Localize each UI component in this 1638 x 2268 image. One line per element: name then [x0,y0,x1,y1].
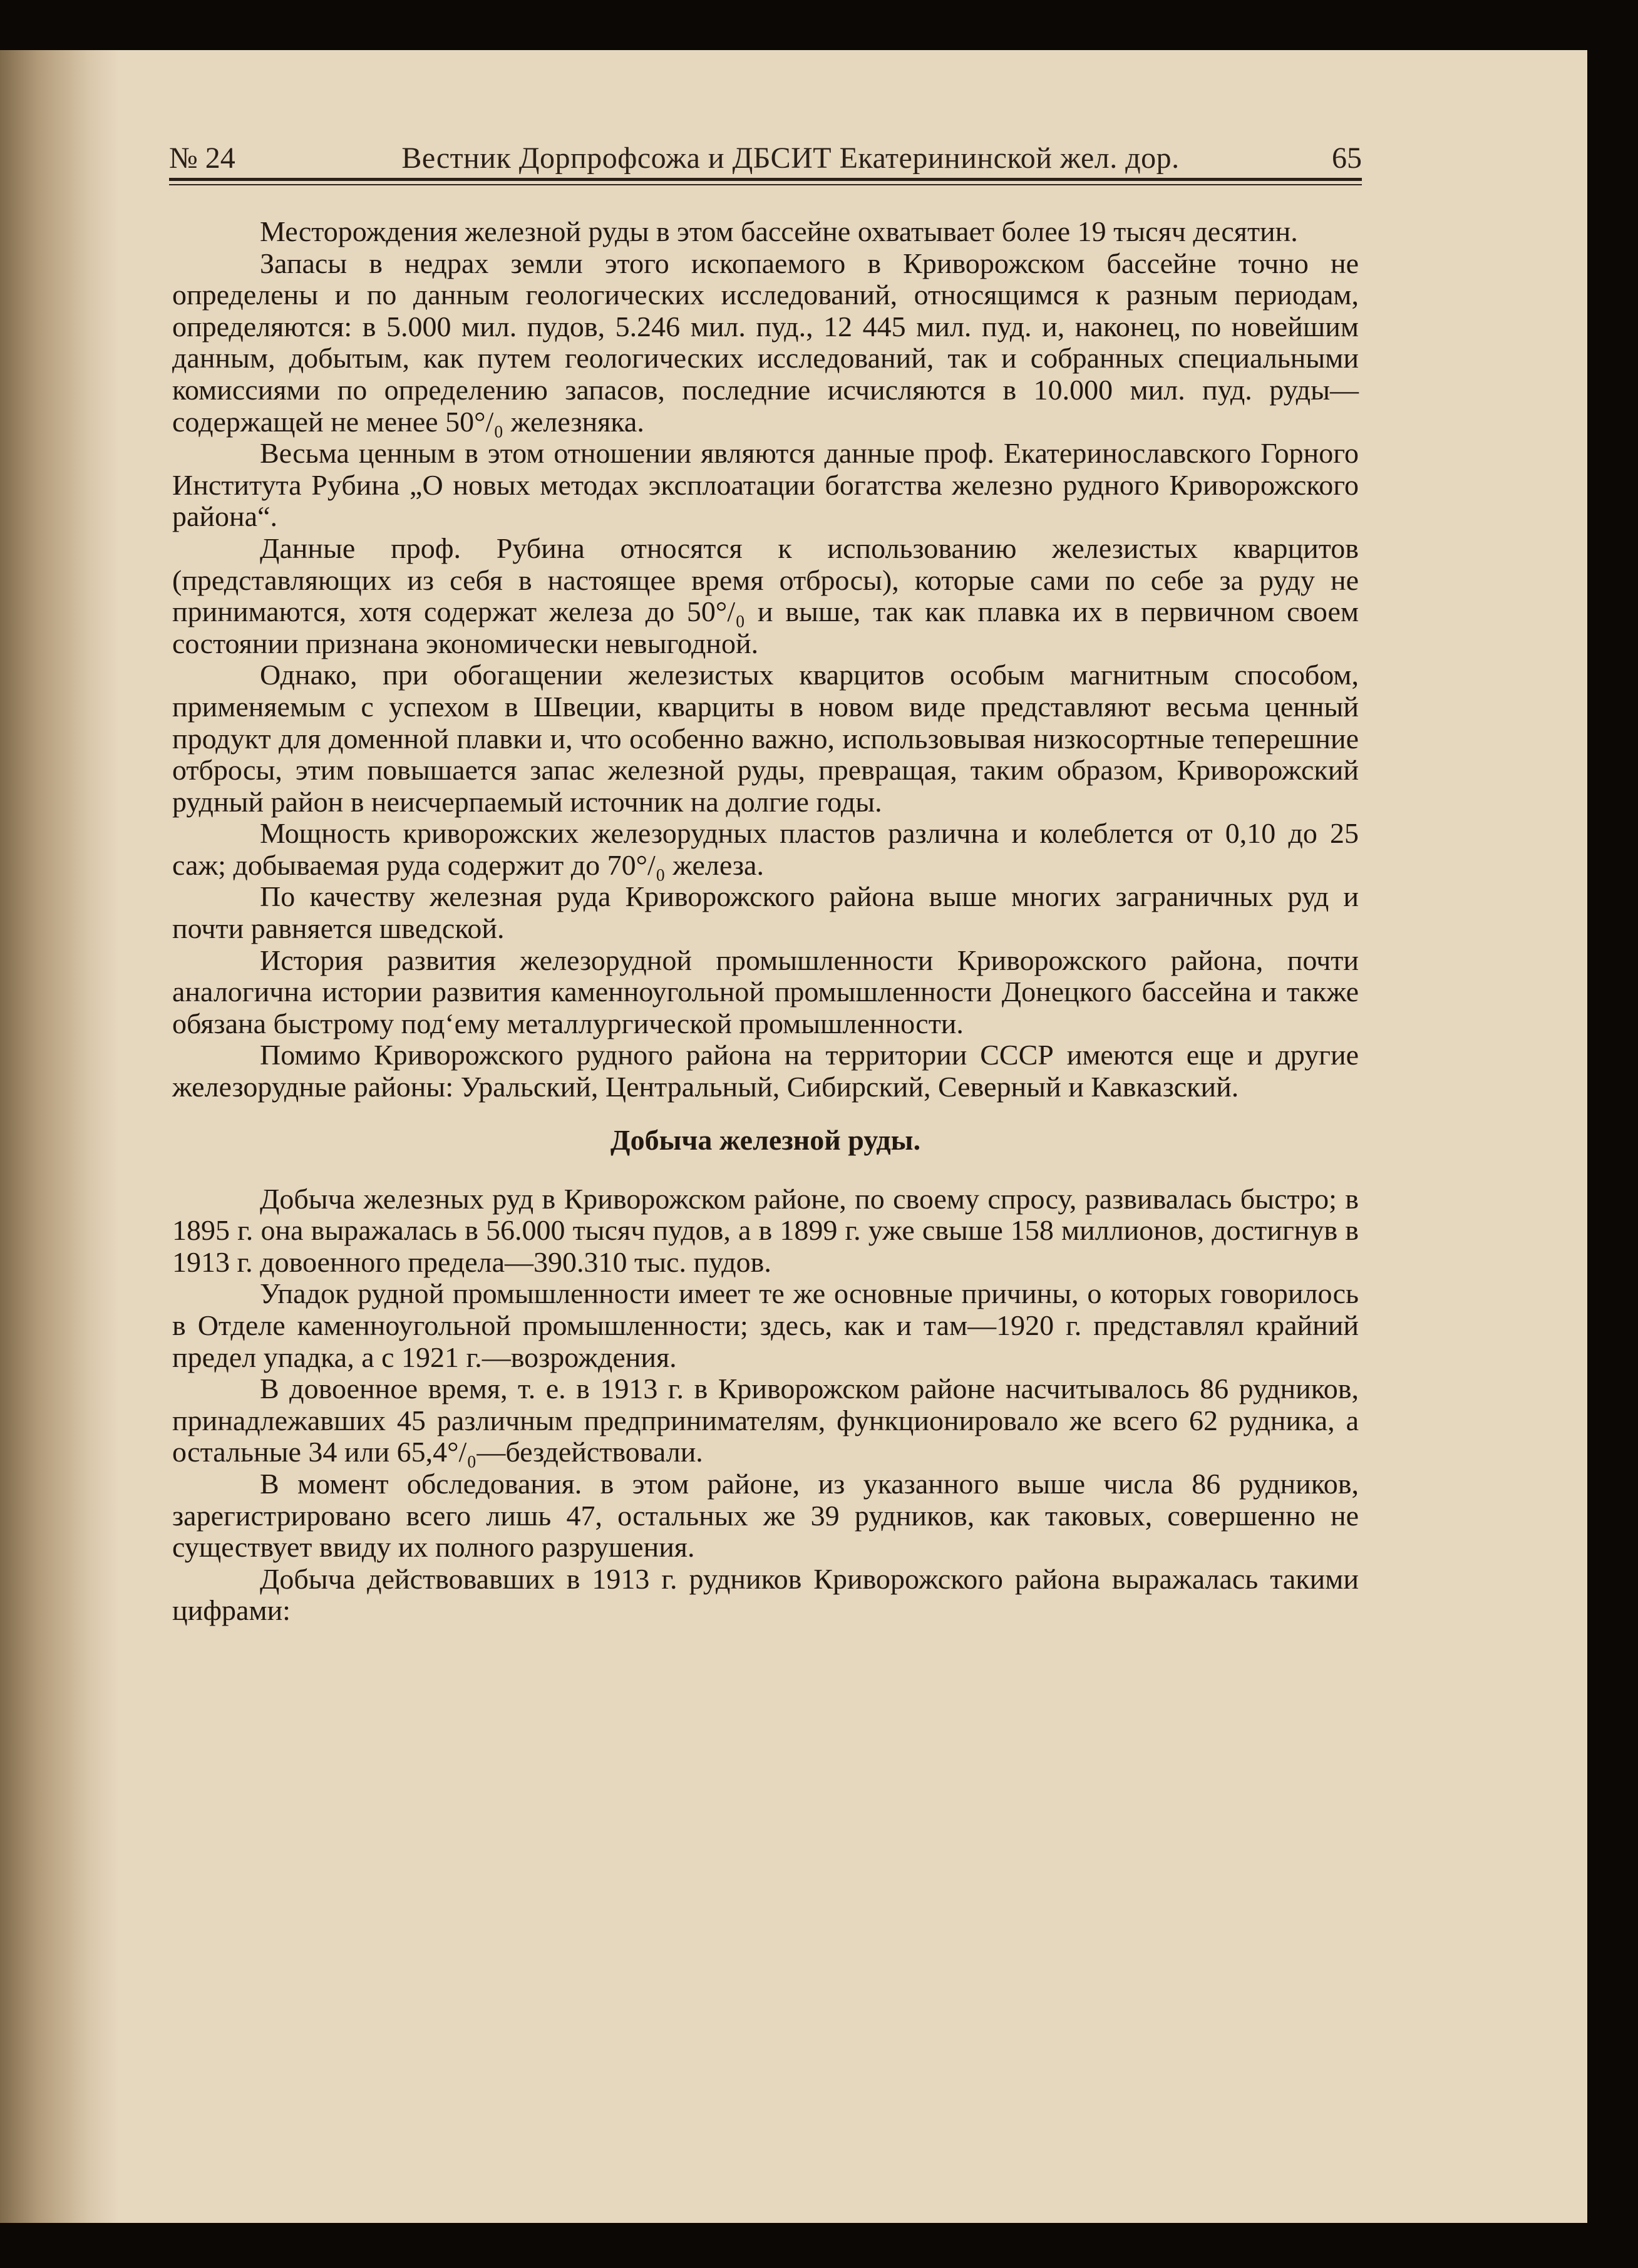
paragraph: Однако, при обогащении железистых кварцитов особым магнитным способом, применяемым с успехом в Швеции, кварциты в новом виде представляют весьма ценный продукт для доменной плавки и, что особенно важно, использовывая низкосортные теперешние отбросы, этим повышается запас железной руды, превращая, таким образом, Криворожский рудный район в неисчерпаемый источник на долгие годы. [172,659,1359,818]
paragraph: Запасы в недрах земли этого ископаемого в Криворожском бассейне точно не определены и по данным геологических исследований, относящимся к разным периодам, определяются: в 5.000 мил. пудов, 5.246 мил. пуд., 12 445 мил. пуд. и, наконец, по новейшим данным, добытым, как путем геологических исследований, так и собранных специальными комиссиями по определению запасов, последние исчисляются в 10.000 мил. пуд. руды—содержащей не менее 50°/₀ железняка. [172,247,1359,438]
issue-number: № 24 [169,142,235,175]
paragraph: Упадок рудной промышленности имеет те же основные причины, о которых говорилось в Отделе каменноугольной промышленности; здесь, как и там—1920 г. представлял крайний предел упадка, а с 1921 г.—возрождения. [172,1277,1359,1373]
paragraph: Помимо Криворожского рудного района на территории СССР имеются еще и другие железорудные районы: Уральский, Центральный, Сибирский, Северный и Кавказский. [172,1039,1359,1103]
paragraph: Мощность криворожских железорудных пластов различна и колеблется от 0,10 до 25 саж; добываемая руда содержит до 70°/₀ железа. [172,817,1359,881]
paragraph: История развития железорудной промышленности Криворожского района, почти аналогична истории развития каменноугольной промышленности Донецкого бассейна и также обязана быстрому под‘ему металлургической промышленности. [172,944,1359,1039]
journal-title: Вестник Дорпрофсожа и ДБСИТ Екатерининской жел. дор. [401,142,1180,175]
header-rule-thin [169,184,1362,185]
running-header [169,94,1362,175]
paragraph: Данные проф. Рубина относятся к использованию железистых кварцитов (представляющих из себя в настоящее время отбросы), которые сами по себе за руду не принимаются, хотя содержат железа до 50°/₀ и выше, так как плавка их в первичном своем состоянии признана экономически невыгодной. [172,532,1359,659]
paragraph: В момент обследования. в этом районе, из указанного выше числа 86 рудников, зарегистрировано всего лишь 47, остальных же 39 рудников, как таковых, совершенно не существует ввиду их полного разрушения. [172,1467,1359,1564]
paragraph: Добыча действовавших в 1913 г. рудников Криворожского района выражалась такими цифрами: [172,1562,1359,1627]
header-rule-thick [169,178,1362,181]
paragraph: По качеству железная руда Криворожского района выше многих заграничных руд и почти равняется шведской. [172,880,1359,945]
paragraph: Месторождения железной руды в этом бассейне охватывает более 19 тысяч десятин. [260,215,1298,247]
section-heading: Добыча железной руды. [610,1123,921,1156]
paragraph: Добыча железных руд в Криворожском районе, по своему спросу, развивалась быстро; в 1895 г. она выражалась в 56.000 тысяч пудов, а в 1899 г. уже свыше 158 миллионов, достигнув в 1913 г. довоенного предела—390.310 тыс. пудов. [172,1182,1359,1278]
article-body [172,216,1359,1627]
page-number: 65 [1332,142,1362,175]
paragraph: Весьма ценным в этом отношении являются данные проф. Екатеринославского Горного Института Рубина „О новых методах эксплоатации богатства железно рудного Криворожского района“. [172,437,1359,533]
paragraph: В довоенное время, т. е. в 1913 г. в Криворожском районе насчитывалось 86 рудников, принадлежавших 45 различным предпринимателям, функционировало же всего 62 рудника, а остальные 34 или 65,4°/₀—бездействовали. [172,1373,1359,1468]
